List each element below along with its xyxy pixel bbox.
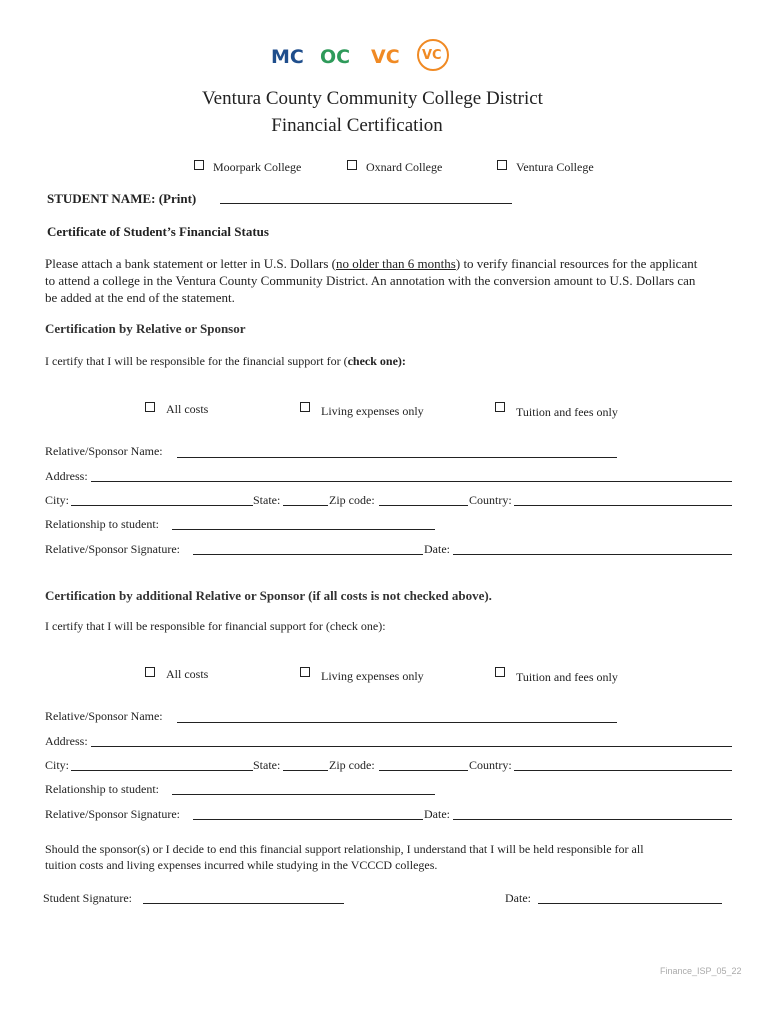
sponsor1-zip-field[interactable] — [379, 505, 468, 506]
moorpark-checkbox[interactable] — [194, 160, 204, 170]
sponsor2-state-label: State: — [253, 758, 281, 772]
sponsor1-address-field[interactable] — [91, 481, 732, 482]
sponsor2-zip-field[interactable] — [379, 770, 468, 771]
ventura-label: Ventura College — [516, 160, 594, 174]
sponsor1-state-field[interactable] — [283, 505, 328, 506]
sponsor2-signature-field[interactable] — [193, 819, 423, 820]
sponsor2-relationship-label: Relationship to student: — [45, 782, 159, 796]
sponsor1-living-expenses-label: Living expenses only — [321, 404, 424, 418]
student-name-field[interactable] — [220, 203, 512, 204]
moorpark-label: Moorpark College — [213, 160, 302, 174]
closing-line2: tuition costs and living expenses incurred while studying in the VCCCD colleges. — [45, 858, 438, 872]
sponsor2-living-expenses-label: Living expenses only — [321, 669, 424, 683]
sponsor1-date-label: Date: — [424, 542, 450, 556]
sponsor2-address-label: Address: — [45, 734, 88, 748]
sponsor1-signature-label: Relative/Sponsor Signature: — [45, 542, 180, 556]
sponsor1-tuition-checkbox[interactable] — [495, 402, 505, 412]
sponsor1-date-field[interactable] — [453, 554, 732, 555]
moorpark-logo-text: MC — [271, 46, 304, 68]
sponsor1-name-field[interactable] — [177, 457, 617, 458]
sponsor2-name-label: Relative/Sponsor Name: — [45, 709, 163, 723]
page-subtitle: Financial Certification — [271, 115, 443, 136]
sponsor1-address-label: Address: — [45, 469, 88, 483]
sponsor1-name-label: Relative/Sponsor Name: — [45, 444, 163, 458]
sponsor1-tuition-label: Tuition and fees only — [516, 405, 618, 419]
status-heading: Certificate of Student’s Financial Status — [47, 224, 269, 239]
ventura-logo — [370, 42, 398, 68]
oxnard-logo-text: OC — [320, 46, 351, 68]
sponsor1-country-field[interactable] — [514, 505, 732, 506]
sponsor1-zip-label: Zip code: — [329, 493, 375, 507]
closing-line1: Should the sponsor(s) or I decide to end this financial support relationship, I understand that I will be held responsible for all — [45, 842, 644, 856]
footer-code: Finance_ISP_05_22 — [660, 966, 742, 976]
sponsor1-state-label: State: — [253, 493, 281, 507]
status-paragraph-line3: be added at the end of the statement. — [45, 290, 235, 305]
sponsor2-signature-label: Relative/Sponsor Signature: — [45, 807, 180, 821]
student-signature-label: Student Signature: — [43, 891, 132, 905]
sponsor2-all-costs-checkbox[interactable] — [145, 667, 155, 677]
page-title: Ventura County Community College District — [202, 88, 543, 109]
sponsor1-signature-field[interactable] — [193, 554, 423, 555]
sponsor1-certify-bold: check one): — [347, 354, 406, 368]
sponsor2-date-field[interactable] — [453, 819, 732, 820]
sponsor2-date-label: Date: — [424, 807, 450, 821]
sponsor2-living-expenses-checkbox[interactable] — [300, 667, 310, 677]
oxnard-label: Oxnard College — [366, 160, 443, 174]
oxnard-logo — [319, 42, 349, 68]
sponsor1-all-costs-label: All costs — [166, 402, 209, 416]
sponsor2-zip-label: Zip code: — [329, 758, 375, 772]
sponsor1-city-label: City: — [45, 493, 70, 507]
sponsor2-country-field[interactable] — [514, 770, 732, 771]
ventura-seal-text: VC — [422, 48, 442, 63]
status-text-underlined: no older than 6 months — [335, 256, 456, 271]
sponsor2-heading: Certification by additional Relative or Sponsor (if all costs is not checked above). — [45, 588, 492, 603]
sponsor2-certify: I certify that I will be responsible for financial support for (check one): — [45, 619, 386, 633]
status-paragraph-line1 — [45, 256, 697, 272]
sponsor1-country-label: Country: — [469, 493, 512, 507]
sponsor1-living-expenses-checkbox[interactable] — [300, 402, 310, 412]
oxnard-checkbox[interactable] — [347, 160, 357, 170]
status-text-pre: Please attach a bank statement or letter in U.S. Dollars ( — [45, 256, 336, 271]
sponsor2-address-field[interactable] — [91, 746, 732, 747]
sponsor1-relationship-label: Relationship to student: — [45, 517, 159, 531]
sponsor2-name-field[interactable] — [177, 722, 617, 723]
sponsor2-city-field[interactable] — [71, 770, 253, 771]
sponsor1-city-field[interactable] — [71, 505, 253, 506]
sponsor1-relationship-field[interactable] — [172, 529, 435, 530]
sponsor1-certify-pre: I certify that I will be responsible for the financial support for ( — [45, 354, 348, 368]
sponsor2-city-label: City: — [45, 758, 70, 772]
sponsor1-heading: Certification by Relative or Sponsor — [45, 321, 246, 336]
ventura-checkbox[interactable] — [497, 160, 507, 170]
sponsor2-tuition-label: Tuition and fees only — [516, 670, 618, 684]
moorpark-logo — [270, 42, 304, 68]
sponsor2-tuition-checkbox[interactable] — [495, 667, 505, 677]
ventura-seal-logo — [416, 38, 450, 72]
status-paragraph-line2: to attend a college in the Ventura County Community District. An annotation with the conversion amount to U.S. Dollars can — [45, 273, 696, 288]
ventura-logo-text: VC — [371, 46, 400, 68]
sponsor1-certify — [45, 354, 406, 369]
sponsor2-all-costs-label: All costs — [166, 667, 209, 681]
sponsor2-relationship-field[interactable] — [172, 794, 435, 795]
student-signature-field[interactable] — [143, 903, 344, 904]
student-name-label: STUDENT NAME: (Print) — [47, 191, 197, 206]
student-date-field[interactable] — [538, 903, 722, 904]
sponsor1-all-costs-checkbox[interactable] — [145, 402, 155, 412]
student-date-label: Date: — [505, 891, 531, 905]
sponsor2-country-label: Country: — [469, 758, 512, 772]
sponsor2-state-field[interactable] — [283, 770, 328, 771]
status-text-post: ) to verify financial resources for the applicant — [455, 256, 698, 271]
